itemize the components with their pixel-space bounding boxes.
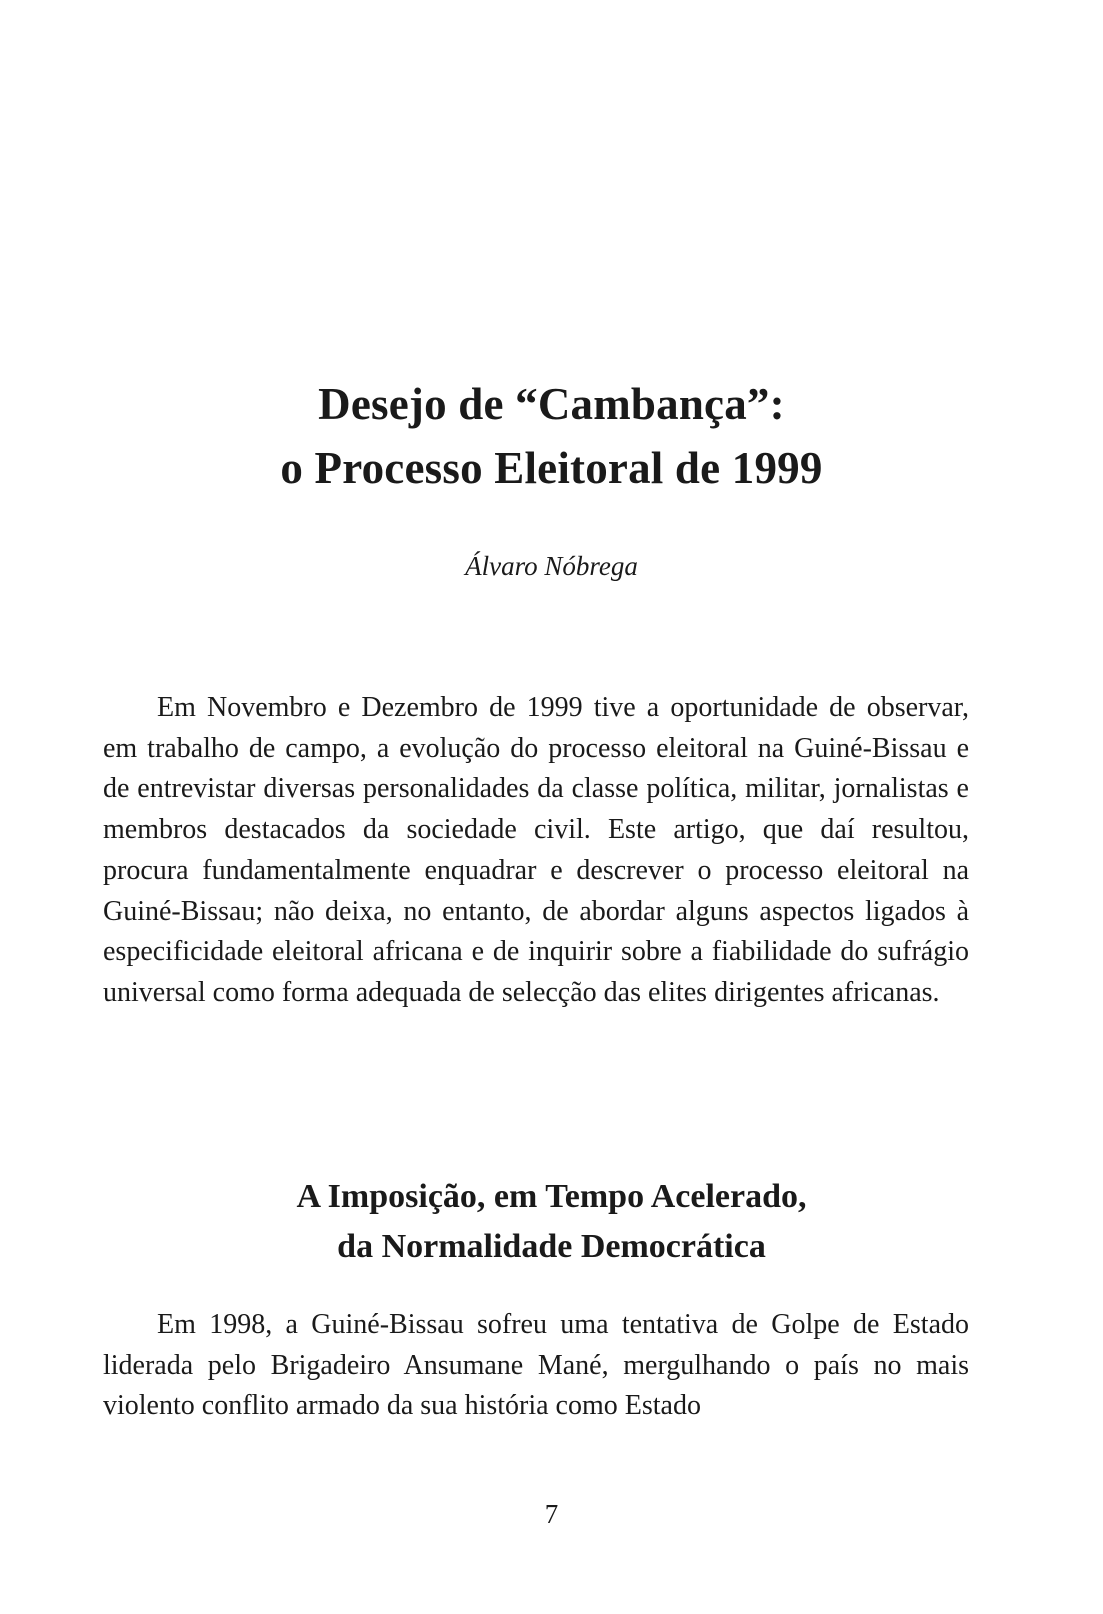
section-heading-line-2: da Normalidade Democrática [337,1228,766,1265]
section-heading [0,1172,1103,1272]
section-heading-line-1: A Imposição, em Tempo Acelerado, [296,1178,807,1215]
intro-paragraph: Em Novembro e Dezembro de 1999 tive a oportunidade de observar, em trabalho de campo, a evolução do processo eleitoral na Guiné-Bissau e de entrevistar diversas personalidades da classe política, militar, jornalistas e membros destacados da sociedade civil. Este artigo, que daí resultou, procura fundamentalmente enquadrar e descrever o processo eleitoral na Guiné-Bissau; não deixa, no entanto, de abordar alguns aspectos ligados à especificidade eleitoral africana e de inquirir sobre a fiabilidade do sufrágio universal como forma adequada de selecção das elites dirigentes africanas. [103,692,969,1008]
section-paragraph: Em 1998, a Guiné-Bissau sofreu uma tentativa de Golpe de Estado liderada pelo Brigadeiro Ansumane Mané, mergulhando o país no mais violento conflito armado da sua história como Estado [103,1309,969,1422]
title-line-2: o Processo Eleitoral de 1999 [280,443,823,493]
page-number: 7 [544,1499,559,1529]
article-title [0,372,1103,500]
title-line-1: Desejo de “Cambança”: [318,379,785,429]
author-name: Álvaro Nóbrega [465,551,638,581]
